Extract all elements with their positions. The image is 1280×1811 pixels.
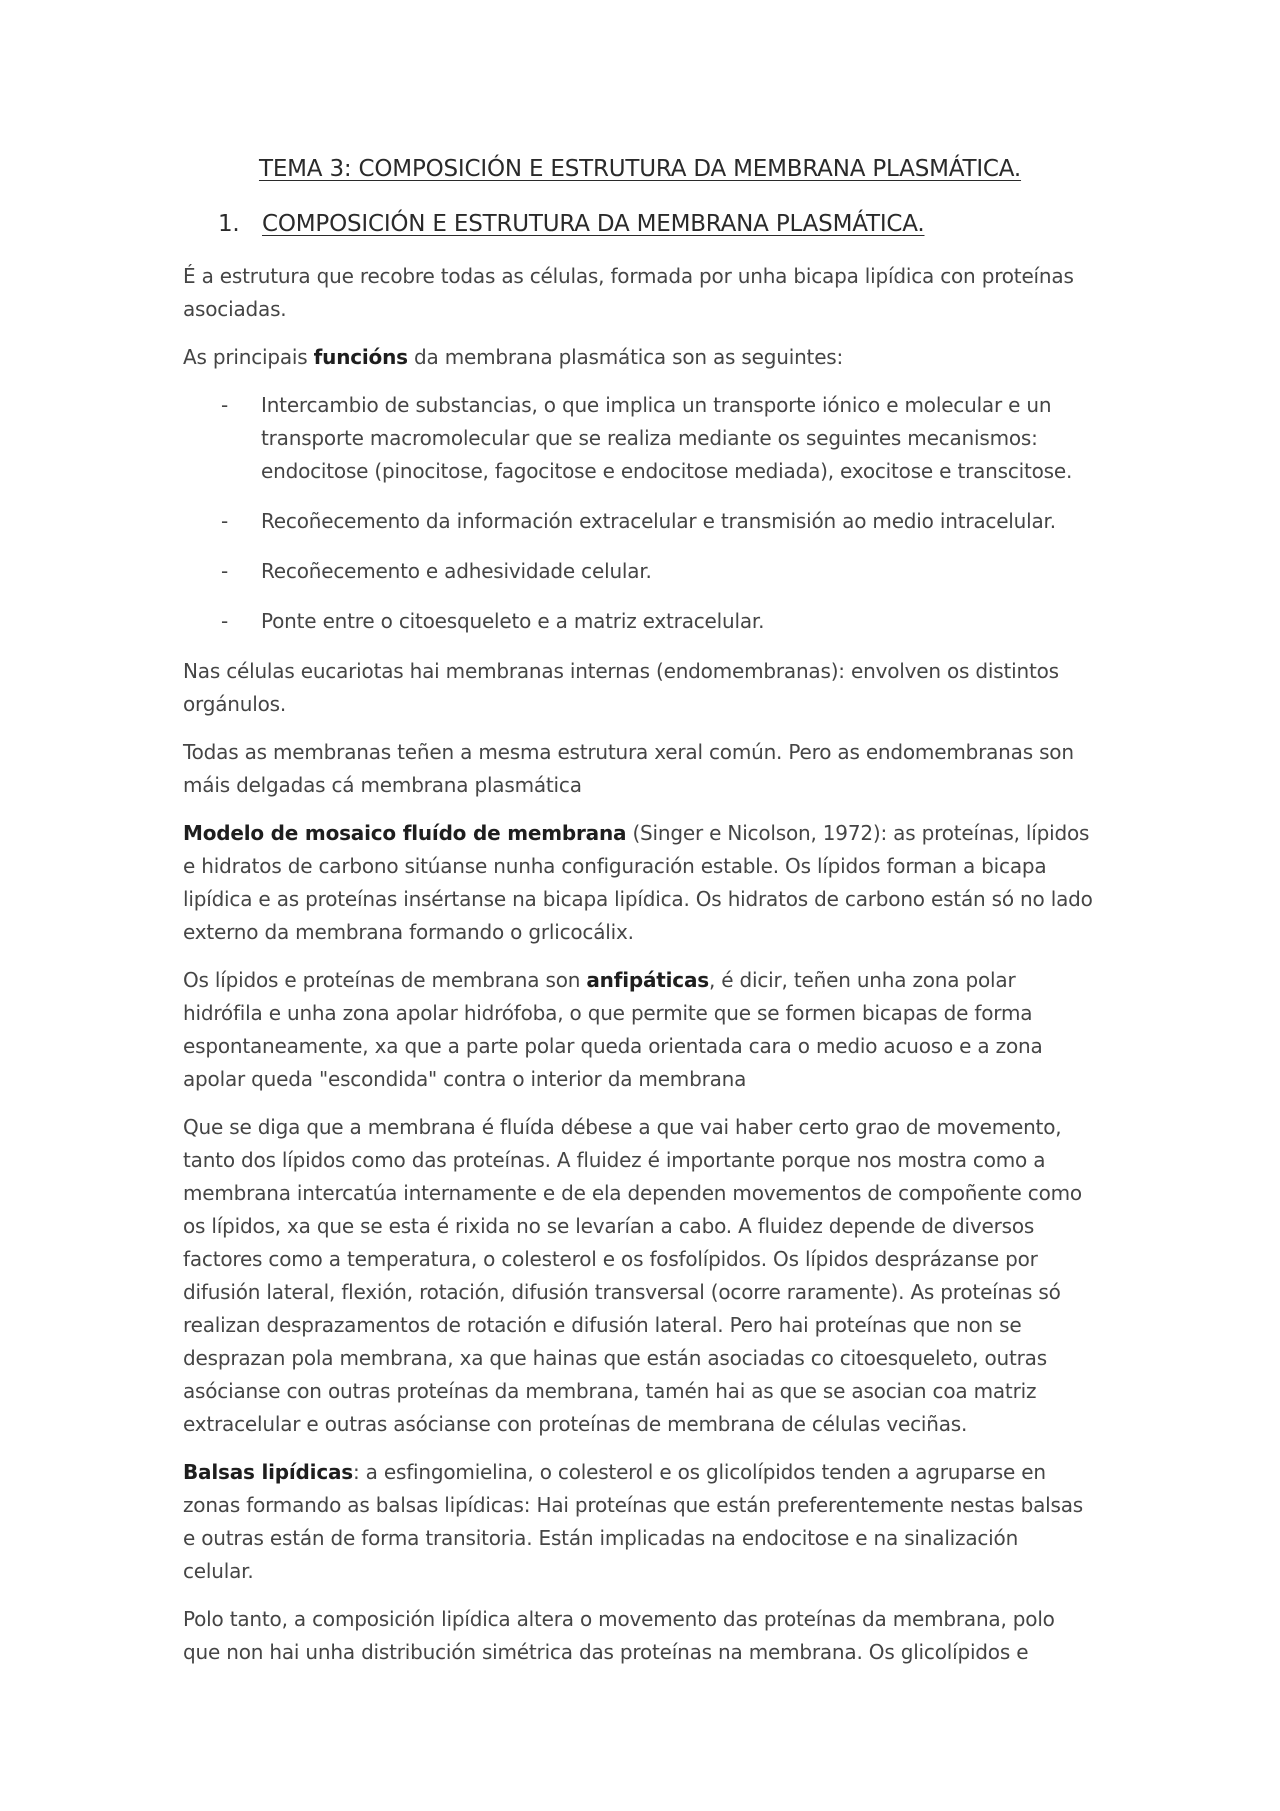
amphipathic-before: Os lípidos e proteínas de membrana son bbox=[183, 968, 587, 992]
fluidity-paragraph: Que se diga que a membrana é fluída débese a que vai haber certo grao de movemento, tanto dos lípidos como das proteínas. A fluidez é importante porque nos mostra como a membrana intercatúa internamente e de ela dependen movementos de compoñente como os lípidos, xa que se esta é rixida no se levarían a cabo. A fluidez depende de diversos factores como a temperatura, o colesterol e os fosfolípidos. Os lípidos desprázanse por difusión lateral, flexión, rotación, difusión transversal (ocorre raramente). As proteínas só realizan desprazamentos de rotación e difusión lateral. Pero hai proteínas que non se desprazan pola membrana, xa que hainas que están asociadas co citoesqueleto, outras asócianse con outras proteínas da membrana, tamén hai as que se asocian coa matriz extracelular e outras asócianse con proteínas de membrana de células veciñas. bbox=[183, 1115, 1082, 1436]
mosaic-model-text: (Singer e Nicolson, 1972): as proteínas, lípidos e hidratos de carbono sitúanse nunha configuración estable. Os lípidos forman a bicapa lipídica e as proteínas insértanse na bicapa lipídica. Os hidratos de carbono están só no lado externo da membrana formando o grlicocálix. bbox=[183, 821, 1093, 944]
list-item bbox=[183, 505, 1093, 538]
mosaic-model-paragraph bbox=[183, 817, 1093, 949]
bullet-dash: - bbox=[221, 509, 229, 533]
list-item-text: Recoñecemento e adhesividade celular. bbox=[261, 559, 652, 583]
lipid-rafts-paragraph bbox=[183, 1456, 1093, 1588]
document-body bbox=[183, 260, 1093, 1684]
list-item bbox=[183, 389, 1093, 488]
bullet-dash: - bbox=[221, 609, 229, 633]
functions-lead-before: As principais bbox=[183, 345, 314, 369]
common-structure-paragraph: Todas as membranas teñen a mesma estrutura xeral común. Pero as endomembranas son máis delgadas cá membrana plasmática bbox=[183, 740, 1074, 797]
amphipathic-term: anfipáticas bbox=[586, 968, 709, 992]
list-item-text: Intercambio de substancias, o que implica un transporte iónico e molecular e un transporte macromolecular que se realiza mediante os seguintes mecanismos: endocitose (pinocitose, fagocitose e endocitose mediada), exocitose e transcitose. bbox=[261, 393, 1073, 483]
mosaic-model-term: Modelo de mosaico fluído de membrana bbox=[183, 821, 627, 845]
bullet-dash: - bbox=[221, 559, 229, 583]
section-heading bbox=[218, 211, 925, 237]
list-item bbox=[183, 605, 1093, 638]
functions-lead-after: da membrana plasmática son as seguintes: bbox=[407, 345, 844, 369]
lipid-rafts-term: Balsas lipídicas bbox=[183, 1460, 353, 1484]
lipid-rafts-text: : a esfingomielina, o colesterol e os glicolípidos tenden a agruparse en zonas formando as balsas lipídicas: Hai proteínas que están preferentemente nestas balsas e outras están de forma transitoria. Están implicadas na endocitose e na sinalización celular. bbox=[183, 1460, 1083, 1583]
conclusion-paragraph: Polo tanto, a composición lipídica altera o movemento das proteínas da membrana, polo que non hai unha distribución simétrica das proteínas na membrana. Os glicolípidos e bbox=[183, 1607, 1055, 1664]
bullet-dash: - bbox=[221, 393, 229, 417]
section-heading-text: COMPOSICIÓN E ESTRUTURA DA MEMBRANA PLASMÁTICA. bbox=[262, 211, 925, 237]
section-number: 1. bbox=[218, 211, 240, 237]
list-item-text: Recoñecemento da información extracelular e transmisión ao medio intracelular. bbox=[261, 509, 1056, 533]
list-item-text: Ponte entre o citoesqueleto e a matriz extracelular. bbox=[261, 609, 765, 633]
amphipathic-after: , é dicir, teñen unha zona polar hidrófila e unha zona apolar hidrófoba, o que permite que se formen bicapas de forma espontaneamente, xa que a parte polar queda orientada cara o medio acuoso e a zona apolar queda "escondida" contra o interior da membrana bbox=[183, 968, 1043, 1091]
intro-paragraph: É a estrutura que recobre todas as células, formada por unha bicapa lipídica con proteínas asociadas. bbox=[183, 264, 1074, 321]
list-item bbox=[183, 555, 1093, 588]
amphipathic-paragraph bbox=[183, 964, 1093, 1096]
functions-lead-keyword: funcións bbox=[313, 345, 408, 369]
endomembranes-paragraph: Nas células eucariotas hai membranas internas (endomembranas): envolven os distintos orgánulos. bbox=[183, 659, 1059, 716]
functions-lead-paragraph bbox=[183, 341, 1093, 374]
page-title: TEMA 3: COMPOSICIÓN E ESTRUTURA DA MEMBRANA PLASMÁTICA. bbox=[258, 156, 1022, 182]
functions-list bbox=[183, 389, 1093, 638]
